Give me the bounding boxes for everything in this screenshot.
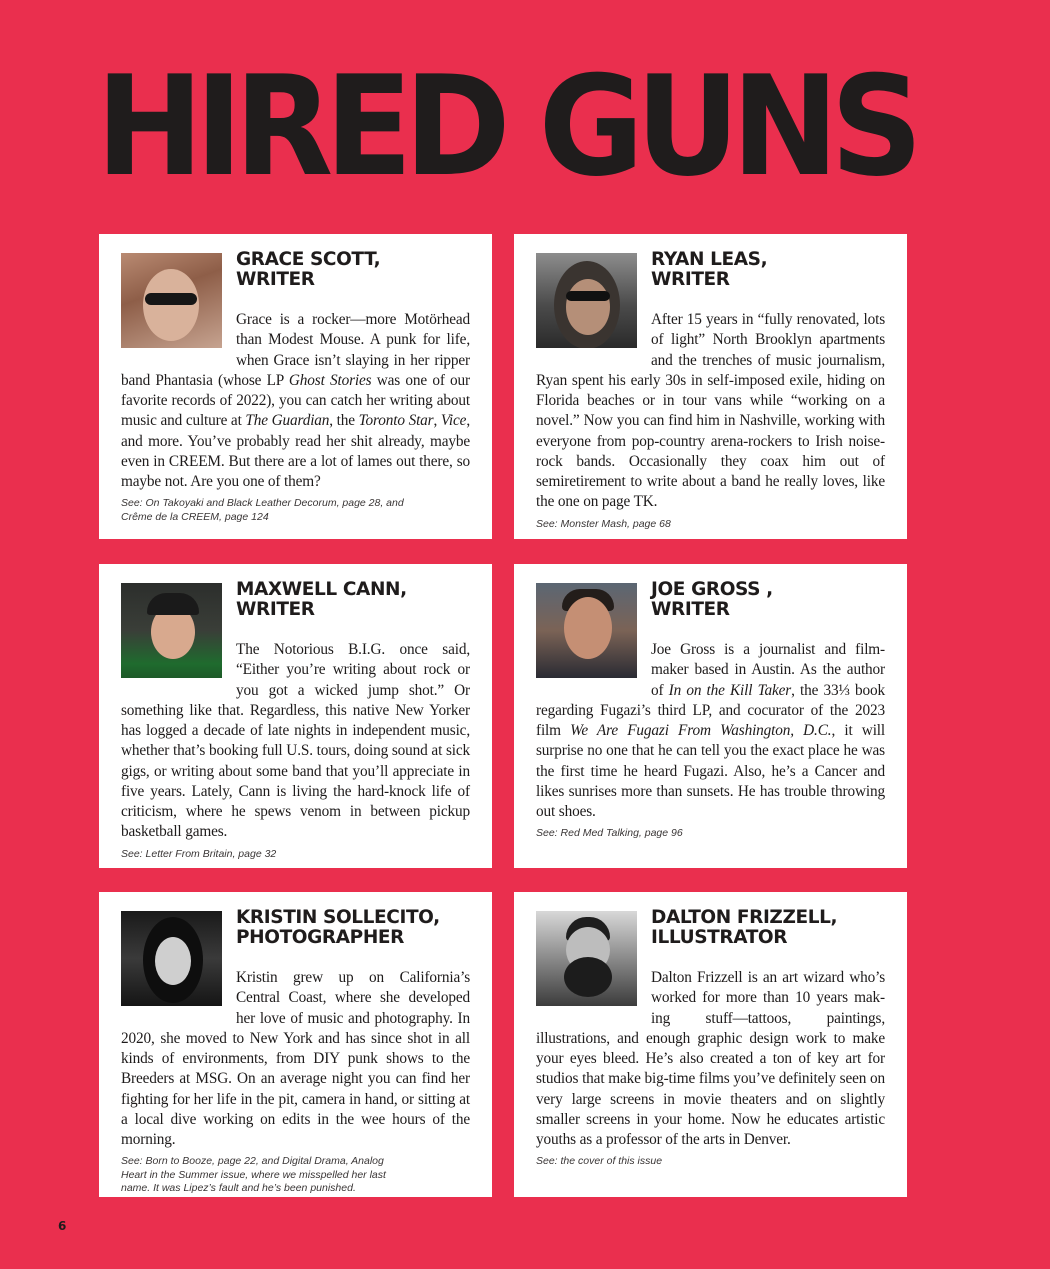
see-also-reference: See: On Takoyaki and Black Leather Decorum, page 28, and Crême de la CREEM, page 124: [121, 497, 404, 523]
bio-text: Dalton Frizzell is an art wizard who’s worked for more than 10 years mak-ing stuff—tattoos, paintings, illustrations, and enough graphic design work to make your eyes bleed. He’s also created a ton of key art for studios that make big-time films you’ve definitely seen on very large screens in movie theaters and on slightly smaller screens in your home. Now he educates artistic youths as a professor of the arts in Denver.: [536, 969, 885, 1148]
bio-text: , and more. You’ve probably read her shit already, maybe even in CREEM. But there are a lot of lames out there, so maybe not. Are you one of them?: [121, 412, 470, 490]
italic-title: Toronto Star: [358, 412, 434, 430]
page-number: 6: [58, 1219, 67, 1233]
contributor-name: MAXWELL CANN, WRITER: [236, 579, 407, 620]
contributor-card: [99, 892, 492, 1197]
portrait-photo-grace-scott: [121, 253, 222, 348]
contributor-card: [514, 564, 907, 868]
portrait-photo-dalton-frizzell: [536, 911, 637, 1006]
contributor-name: DALTON FRIZZELL, ILLUSTRATOR: [651, 907, 838, 948]
bio-text: ,: [433, 412, 441, 430]
portrait-photo-kristin-sollecito: [121, 911, 222, 1006]
italic-title: The Guardian: [245, 412, 330, 430]
contributor-card: [99, 564, 492, 868]
see-also-reference: See: the cover of this issue: [536, 1155, 663, 1168]
bio-text: was one of our favorite records of 2022), you can catch her writing about music and culture at: [121, 371, 471, 430]
contributor-name: JOE GROSS , WRITER: [651, 579, 773, 620]
bio-text: , it will surprise no one that he can tell you the exact place he was the first time he heard Fugazi. Also, he’s a Cancer and likes sunrises more than sunsets. He has trouble throwing out shoes.: [536, 722, 885, 820]
contributor-name: RYAN LEAS, WRITER: [651, 249, 768, 290]
bio-text: After 15 years in “fully renovated, lots of light” North Brooklyn apartments and the trenches of music journalism, Ryan spent his early 30s in self-imposed exile, hiding on Florida beaches or in tour vans while “working on a novel.” Now you can find him in Nashville, working with everyone from pop-country arena-rockers to Irish noise-rock bands. Occasionally they coax him out of semiretirement to write about a band he really loves, like the one on page TK.: [536, 311, 885, 511]
portrait-photo-ryan-leas: [536, 253, 637, 348]
see-also-reference: See: Monster Mash, page 68: [536, 517, 671, 530]
bio-text: Joe Gross is a journalist and film-maker based in Austin. As the author of: [651, 641, 885, 699]
portrait-photo-maxwell-cann: [121, 583, 222, 678]
bio-text: Grace is a rocker—more Motörhead than Modest Mouse. A punk for life, when Grace isn’t slaying in her ripper band Phantasia (whose LP: [121, 311, 470, 389]
contributor-card: [514, 234, 907, 539]
bio-text: The Notorious B.I.G. once said, “Either you’re writing about rock or you got a wicked jump shot.” Or something like that. Regardless, this native New Yorker has logged a decade of late nights in independent music, whether that’s booking full U.S. tours, doing sound at sick gigs, or writing about some band that you’ll appreciate in five years. Lately, Cann is living the hard-knock life of criticism, where he spews venom in between pickup basketball games.: [121, 641, 470, 841]
italic-title: Ghost Stories: [288, 371, 372, 389]
portrait-photo-joe-gross: [536, 583, 637, 678]
italic-title: Vice: [440, 412, 467, 430]
bio-text: , the: [329, 412, 359, 430]
page-headline: HIRED GUNS: [96, 46, 915, 207]
see-also-reference: See: Born to Booze, page 22, and Digital Drama, Analog Heart in the Summer issue, where we misspelled her last name. It was Lipez’s fault and he’s been punished.: [121, 1155, 386, 1195]
italic-title: In on the Kill Taker: [668, 681, 792, 699]
contributor-name: GRACE SCOTT, WRITER: [236, 249, 381, 290]
contributor-card: [514, 892, 907, 1197]
contributor-name: KRISTIN SOLLECITO, PHOTOGRAPHER: [236, 907, 440, 948]
see-also-reference: See: Red Med Talking, page 96: [536, 827, 683, 840]
see-also-reference: See: Letter From Britain, page 32: [121, 847, 277, 860]
contributor-card: [99, 234, 492, 539]
bio-text: Kristin grew up on California’s Central Coast, where she developed her love of music and photography. In 2020, she moved to New York and has since shot in all kinds of environments, from DIY punk shows to the Breeders at MSG. On an average night you can find her fighting for her life in the pit, camera in hand, or sitting at a local dive working on edits in the wee hours of the morning.: [121, 969, 470, 1148]
italic-title: We Are Fugazi From Washington, D.C.: [570, 722, 832, 739]
bio-text: , the 33⅓ book regarding Fugazi’s third LP, and cocurator of the 2023 film: [536, 681, 886, 739]
